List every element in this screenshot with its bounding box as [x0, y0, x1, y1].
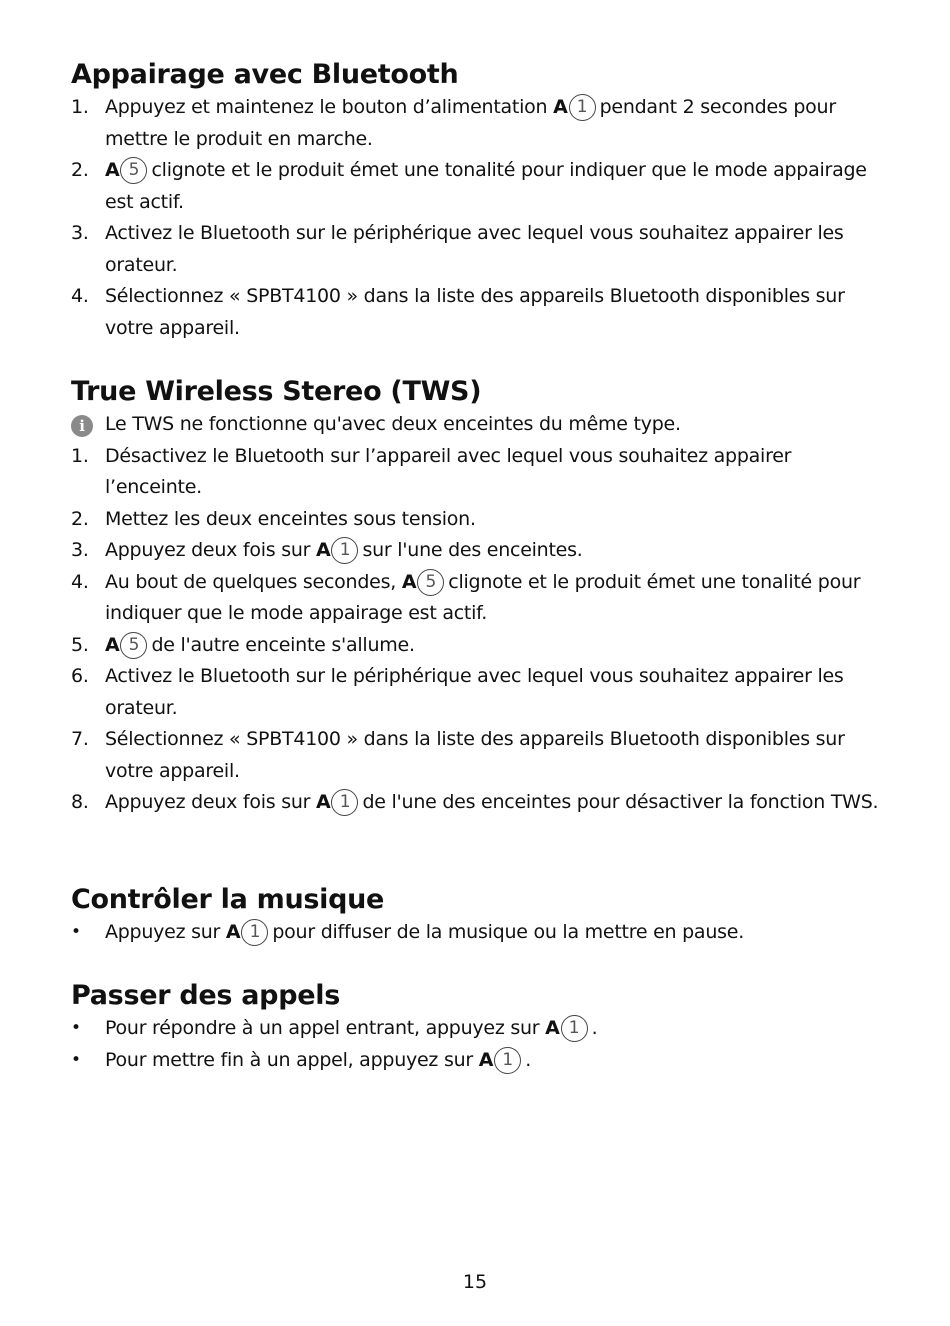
section-title: Passer des appels: [71, 980, 340, 1011]
callout-number-icon: 1: [331, 789, 358, 816]
list-item: [71, 724, 881, 787]
list-item: [71, 1045, 881, 1077]
step-text-after: .: [591, 1017, 598, 1039]
bullet: •: [71, 922, 81, 942]
list-item: [71, 917, 881, 949]
step-text-before: Appuyez et maintenez le bouton d’alimentation: [105, 96, 554, 118]
step-text: Sélectionnez « SPBT4100 » dans la liste des appareils Bluetooth disponibles sur votre appareil.: [105, 285, 845, 339]
step-number: 6.: [71, 665, 89, 687]
list-item: [71, 504, 881, 536]
component-ref: A: [105, 159, 120, 181]
list-item: [71, 535, 881, 567]
callout-number-icon: 5: [120, 632, 147, 659]
step-text-after: clignote et le produit émet une tonalité pour indiquer que le mode appairage est actif.: [105, 570, 861, 624]
step-text: Activez le Bluetooth sur le périphérique avec lequel vous souhaitez appairer les orateur.: [105, 222, 844, 276]
callout-number-icon: 1: [569, 94, 596, 121]
component-ref: A: [401, 570, 417, 593]
tws-note-text: Le TWS ne fonctionne qu'avec deux enceintes du même type.: [105, 413, 681, 435]
music-list: [71, 917, 881, 949]
list-item: [71, 567, 881, 630]
section-title: Appairage avec Bluetooth: [71, 59, 459, 90]
step-text-after: .: [525, 1048, 531, 1071]
list-item: [71, 1013, 881, 1045]
step-number: 5.: [71, 633, 89, 656]
section-title: True Wireless Stereo (TWS): [71, 376, 482, 407]
step-number: 8.: [71, 791, 89, 813]
bullet: •: [71, 1018, 81, 1038]
info-icon: i: [71, 415, 93, 437]
step-number: 1.: [71, 96, 89, 118]
callout-number-icon: 1: [494, 1047, 521, 1074]
step-text-after: de l'une des enceintes pour désactiver la fonction TWS.: [362, 791, 879, 813]
step-text-before: Pour répondre à un appel entrant, appuyez sur: [105, 1017, 546, 1039]
step-number: 2.: [71, 159, 89, 181]
step-text: Mettez les deux enceintes sous tension.: [105, 507, 476, 530]
step-number: 3.: [71, 539, 89, 561]
bullet: •: [71, 1049, 81, 1070]
step-number: 4.: [71, 285, 89, 307]
list-item: [71, 155, 881, 218]
component-ref: A: [545, 1017, 560, 1039]
list-item: [71, 630, 881, 662]
step-text: Désactivez le Bluetooth sur l’appareil avec lequel vous souhaitez appairer l’enceinte.: [105, 444, 792, 498]
step-text: Activez le Bluetooth sur le périphérique avec lequel vous souhaitez appairer les orateur.: [105, 665, 844, 719]
component-ref: A: [105, 633, 120, 656]
step-text-before: Appuyez deux fois sur: [105, 539, 317, 561]
section-music: [71, 883, 881, 949]
step-number: 3.: [71, 222, 89, 244]
step-number: 4.: [71, 570, 89, 593]
list-item: [71, 787, 881, 819]
section-title: Contrôler la musique: [71, 884, 385, 915]
callout-number-icon: 1: [331, 537, 358, 564]
step-number: 7.: [71, 728, 89, 750]
component-ref: A: [316, 539, 331, 561]
component-ref: A: [553, 96, 568, 118]
component-ref: A: [225, 921, 241, 943]
component-ref: A: [316, 791, 331, 813]
calls-list: [71, 1013, 881, 1076]
step-number: 1.: [71, 444, 89, 467]
list-item: [71, 441, 881, 504]
step-text-after: pendant 2 secondes pour mettre le produit en marche.: [105, 96, 836, 150]
pairing-steps: [71, 92, 881, 344]
component-ref: A: [478, 1048, 494, 1071]
section-tws: [71, 375, 881, 819]
list-item: [71, 661, 881, 724]
step-number: 2.: [71, 507, 89, 530]
step-text-before: Appuyez sur: [105, 921, 226, 943]
step-text-after: sur l'une des enceintes.: [362, 539, 583, 561]
step-text-before: Appuyez deux fois sur: [105, 791, 317, 813]
step-text-before: Au bout de quelques secondes,: [105, 570, 402, 593]
step-text: Sélectionnez « SPBT4100 » dans la liste des appareils Bluetooth disponibles sur votre appareil.: [105, 728, 845, 782]
callout-number-icon: 5: [417, 569, 444, 596]
section-calls: [71, 979, 881, 1076]
callout-number-icon: 1: [241, 919, 268, 946]
tws-note: [71, 409, 881, 441]
list-item: [71, 218, 881, 281]
section-pairing: [71, 58, 881, 344]
step-text-after: pour diffuser de la musique ou la mettre en pause.: [272, 921, 744, 943]
list-item: [71, 281, 881, 344]
tws-steps: [71, 441, 881, 819]
step-text-after: de l'autre enceinte s'allume.: [151, 633, 415, 656]
step-text-after: clignote et le produit émet une tonalité pour indiquer que le mode appairage est actif.: [105, 159, 867, 213]
list-item: [71, 92, 881, 155]
callout-number-icon: 5: [120, 157, 147, 184]
page-number: 15: [462, 1271, 488, 1293]
callout-number-icon: 1: [561, 1015, 588, 1042]
step-text-before: Pour mettre fin à un appel, appuyez sur: [105, 1048, 479, 1071]
